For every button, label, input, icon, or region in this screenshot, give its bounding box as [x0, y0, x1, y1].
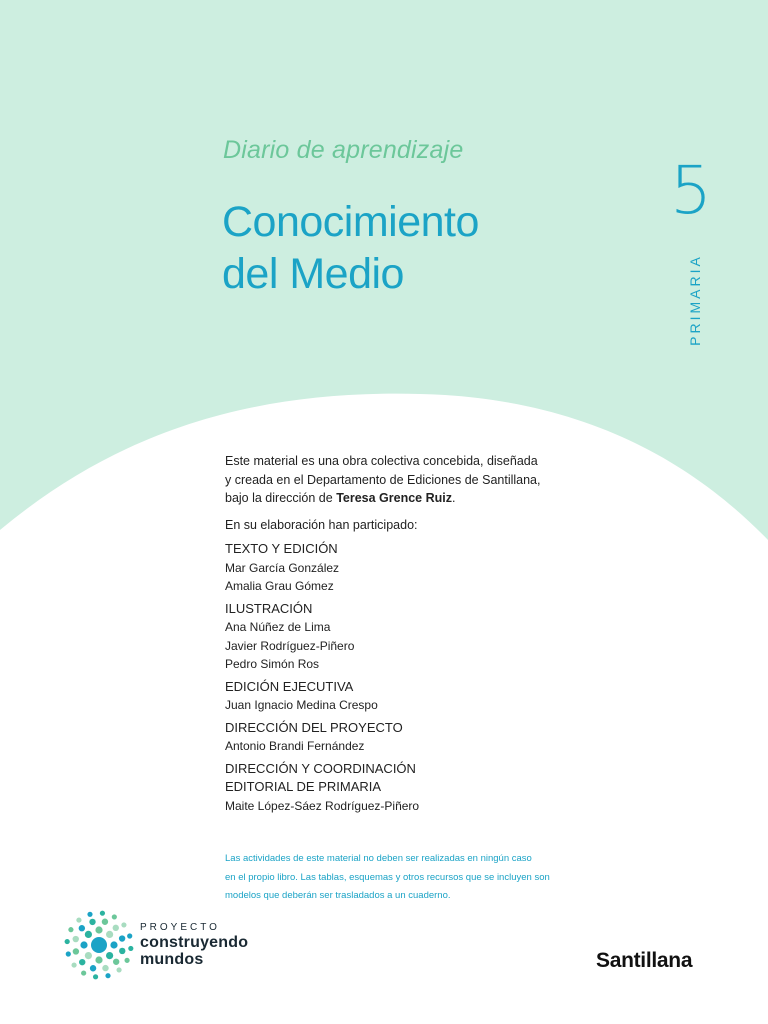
- credit-role-project: DIRECCIÓN DEL PROYECTO: [225, 719, 403, 735]
- credits-intro-line1: Este material es una obra colectiva concebida, diseñada: [225, 454, 538, 468]
- credit-person: Amalia Grau Gómez: [225, 579, 334, 593]
- usage-notice: [225, 850, 565, 906]
- publisher-logo: Santillana: [596, 949, 693, 972]
- logo-line2: mundos: [140, 951, 204, 968]
- credits-intro-line2: y creada en el Departamento de Ediciones de Santillana,: [225, 472, 541, 487]
- credits-intro-line3: [225, 489, 585, 508]
- cover-subtitle: Diario de aprendizaje: [223, 136, 464, 164]
- book-title: [222, 196, 479, 300]
- credit-role-text: TEXTO Y EDICIÓN: [225, 541, 338, 556]
- credit-person: Mar García González: [225, 560, 340, 575]
- logo-line1: construyendo: [140, 934, 249, 951]
- usage-notice-line1: Las actividades de este material no deben ser realizadas en ningún caso: [225, 853, 532, 864]
- credits-intro-prefix: bajo la dirección de: [225, 491, 337, 505]
- credit-person: Maite López-Sáez Rodríguez-Piñero: [225, 798, 420, 813]
- credit-role-coordination-2: EDITORIAL DE PRIMARIA: [225, 779, 382, 794]
- book-title-line1: Conocimiento: [222, 198, 479, 246]
- grade-number: 5: [670, 152, 712, 229]
- book-title-line2: del Medio: [222, 250, 404, 298]
- credit-role-executive: EDICIÓN EJECUTIVA: [225, 678, 354, 694]
- usage-notice-line2: en el propio libro. Las tablas, esquemas y otros recursos que se incluyen son: [225, 871, 550, 883]
- logo-small-text: PROYECTO: [140, 922, 220, 933]
- credits-participated: En su elaboración han participado:: [225, 517, 418, 532]
- credit-person: Antonio Brandi Fernández: [225, 739, 365, 753]
- grade-label: PRIMARIA: [687, 254, 703, 346]
- credits-intro-suffix: .: [451, 491, 456, 505]
- project-logo-text: [140, 922, 248, 968]
- credit-role-illustration: ILUSTRACIÓN: [225, 600, 313, 616]
- credits-block: [225, 452, 585, 815]
- usage-notice-line3: modelos que deberán ser trasladados a un cuaderno.: [225, 890, 451, 901]
- project-logo-icon: [64, 910, 134, 980]
- credits-director: Teresa Grence Ruiz: [336, 491, 452, 505]
- credit-person: Ana Núñez de Lima: [225, 620, 331, 634]
- credit-person: Javier Rodríguez-Piñero: [225, 638, 355, 653]
- credit-person: Pedro Simón Ros: [225, 657, 320, 671]
- credit-role-coordination: DIRECCIÓN Y COORDINACIÓN: [225, 760, 416, 776]
- credit-person: Juan Ignacio Medina Crespo: [225, 698, 378, 712]
